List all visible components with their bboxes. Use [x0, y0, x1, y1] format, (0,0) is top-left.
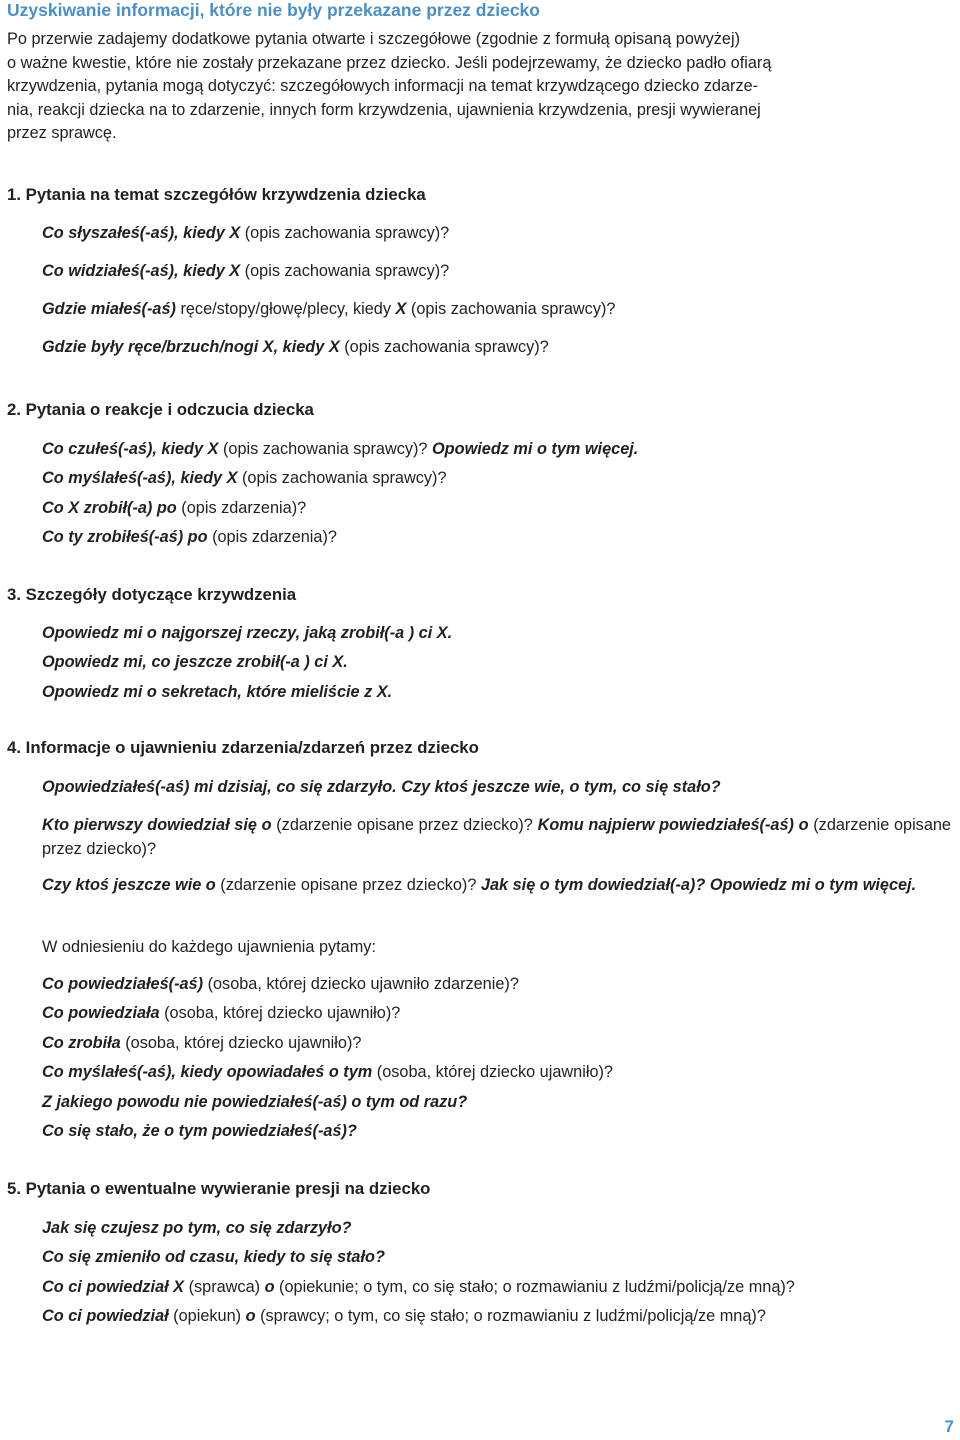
heading-section-5: 5. Pytania o ewentualne wywieranie presji na dziecko — [7, 1179, 431, 1198]
page-number: 7 — [944, 1417, 954, 1436]
heading-section-1: 1. Pytania na temat szczegółów krzywdzenia dziecka — [7, 185, 426, 204]
question-4-2: Kto pierwszy dowiedział się o (zdarzenie opisane przez dziecko)? Komu najpierw powiedziałeś(-aś) o (zdarzenie opisane przez dziecko)? — [42, 816, 951, 858]
question-4-7: Co myślałeś(-aś), kiedy opowiadałeś o tym (osoba, której dziecko ujawniło)? — [42, 1063, 613, 1081]
section-title: Uzyskiwanie informacji, które nie były przekazane przez dziecko — [7, 0, 540, 20]
question-1-1: Co słyszałeś(-aś), kiedy X (opis zachowania sprawcy)? — [42, 224, 450, 242]
question-2-4: Co ty zrobiłeś(-aś) po (opis zdarzenia)? — [42, 528, 337, 546]
question-4-1: Opowiedziałeś(-aś) mi dzisiaj, co się zdarzyło. Czy ktoś jeszcze wie, o tym, co się stało? — [42, 778, 721, 796]
question-4-4: Co powiedziałeś(-aś) (osoba, której dziecko ujawniło zdarzenie)? — [42, 975, 519, 993]
question-5-3: Co ci powiedział X (sprawca) o (opiekunie; o tym, co się stało; o rozmawianiu z ludźmi/policją/ze mną)? — [42, 1278, 795, 1296]
question-1-4: Gdzie były ręce/brzuch/nogi X, kiedy X (opis zachowania sprawcy)? — [42, 338, 549, 356]
question-2-2: Co myślałeś(-aś), kiedy X (opis zachowania sprawcy)? — [42, 469, 447, 487]
question-4-8: Z jakiego powodu nie powiedziałeś(-aś) o tym od razu? — [42, 1093, 468, 1111]
question-1-2: Co widziałeś(-aś), kiedy X (opis zachowania sprawcy)? — [42, 262, 450, 280]
question-4-5: Co powiedziała (osoba, której dziecko ujawniło)? — [42, 1004, 401, 1022]
question-2-3: Co X zrobił(-a) po (opis zdarzenia)? — [42, 499, 307, 517]
heading-section-2: 2. Pytania o reakcje i odczucia dziecka — [7, 400, 314, 419]
intro-paragraph: Po przerwie zadajemy dodatkowe pytania otwarte i szczegółowe (zgodnie z formułą opisaną powyżej) o ważne kwestie, które nie zostały przekazane przez dziecko. Jeśli podejrzewamy, że dziecko padło ofiarą krzywdzenia, pytania mogą dotyczyć: szczegółowych informacji na temat krzywdzącego dziecko zdarze- nia, reakcji dziecka na to zdarzenie, innych form krzywdzenia, ujawnienia krzywdzenia, presji wywieranej przez sprawcę. — [7, 30, 772, 142]
question-5-1: Jak się czujesz po tym, co się zdarzyło? — [42, 1219, 352, 1237]
question-1-3: Gdzie miałeś(-aś) ręce/stopy/głowę/plecy, kiedy X (opis zachowania sprawcy)? — [42, 300, 616, 318]
question-4-6: Co zrobiła (osoba, której dziecko ujawniło)? — [42, 1034, 362, 1052]
question-5-2: Co się zmieniło od czasu, kiedy to się stało? — [42, 1248, 385, 1266]
heading-section-3: 3. Szczegóły dotyczące krzywdzenia — [7, 585, 297, 604]
question-4-9: Co się stało, że o tym powiedziałeś(-aś)? — [42, 1122, 357, 1140]
question-5-4: Co ci powiedział (opiekun) o (sprawcy; o tym, co się stało; o rozmawianiu z ludźmi/policją/ze mną)? — [42, 1307, 766, 1325]
question-2-1: Co czułeś(-aś), kiedy X (opis zachowania sprawcy)? Opowiedz mi o tym więcej. — [42, 440, 639, 458]
disclosure-note: W odniesieniu do każdego ujawnienia pytamy: — [42, 938, 376, 956]
question-3-3: Opowiedz mi o sekretach, które mieliście z X. — [42, 683, 393, 701]
question-4-3: Czy ktoś jeszcze wie o (zdarzenie opisane przez dziecko)? Jak się o tym dowiedział(-a)? Opowiedz mi o tym więcej. — [42, 876, 917, 894]
heading-section-4: 4. Informacje o ujawnieniu zdarzenia/zdarzeń przez dziecko — [7, 738, 479, 757]
question-3-1: Opowiedz mi o najgorszej rzeczy, jaką zrobił(-a ) ci X. — [42, 624, 453, 642]
question-3-2: Opowiedz mi, co jeszcze zrobił(-a ) ci X. — [42, 653, 348, 671]
